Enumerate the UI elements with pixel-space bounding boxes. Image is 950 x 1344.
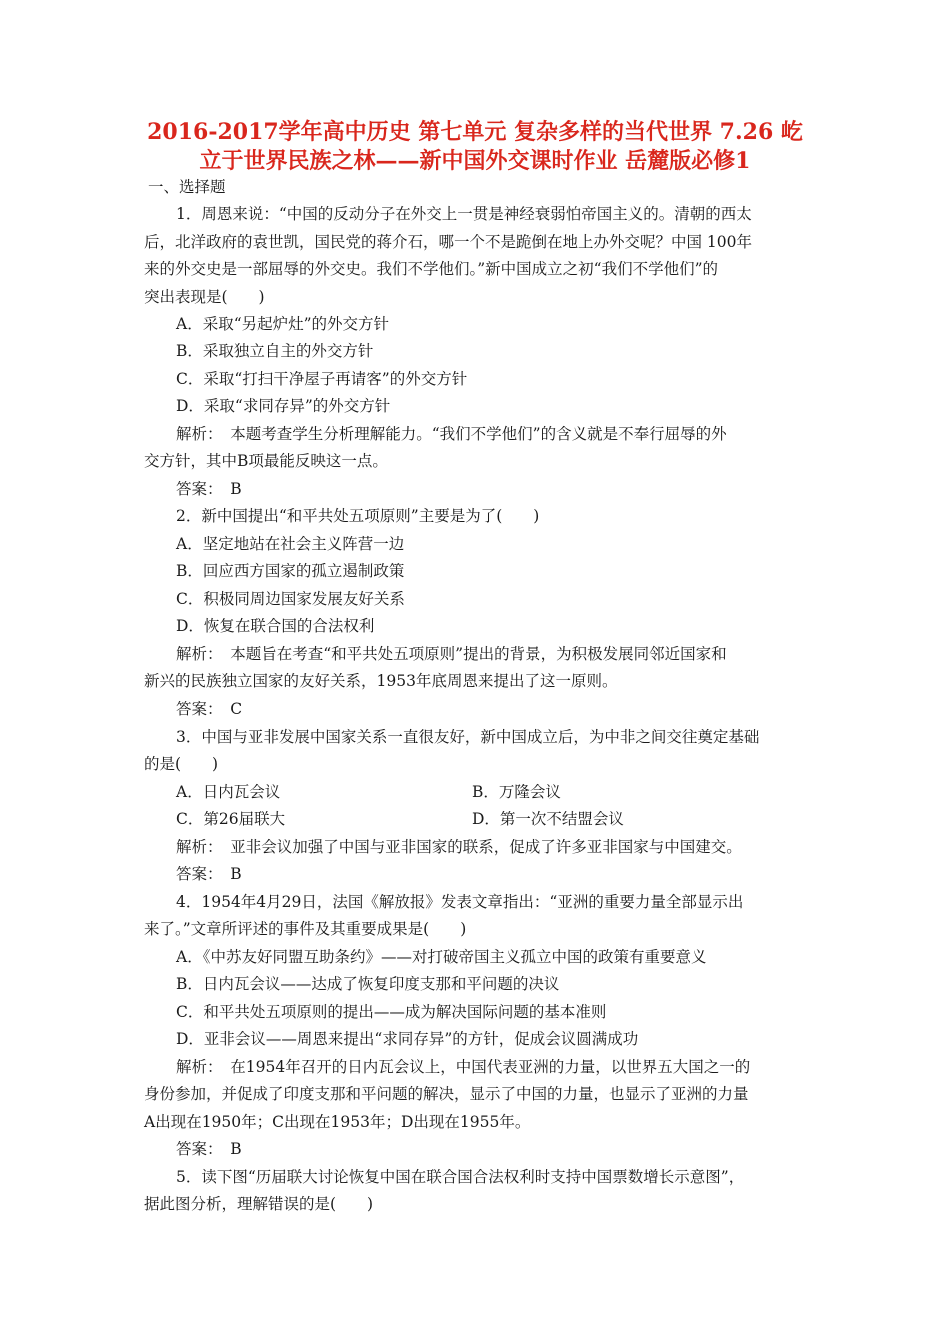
- q3-option-c: C．第26届联大: [176, 810, 286, 828]
- q2-option-b: B．回应西方国家的孤立遏制政策: [176, 562, 405, 580]
- q1-stem-line-2: 后，北洋政府的袁世凯，国民党的蒋介石，哪一个不是跪倒在地上办外交呢？中国 100年: [144, 233, 753, 251]
- q1-explanation-line-2: 交方针，其中B项最能反映这一点。: [144, 452, 388, 470]
- q4-explanation-line-2: 身份参加，并促成了印度支那和平问题的解决，显示了中国的力量，也显示了亚洲的力量: [144, 1085, 749, 1103]
- q1-option-d: D．采取“求同存异”的外交方针: [176, 397, 391, 415]
- q1-option-b: B．采取独立自主的外交方针: [176, 342, 374, 360]
- q1-explanation-line-1: 解析： 本题考查学生分析理解能力。“我们不学他们”的含义就是不奉行屈辱的外: [176, 425, 727, 443]
- q2-option-a: A．坚定地站在社会主义阵营一边: [176, 535, 405, 553]
- q4-explanation-line-3: A出现在1950年；C出现在1953年；D出现在1955年。: [144, 1113, 531, 1131]
- q3-option-a: A．日内瓦会议: [176, 783, 281, 801]
- q2-option-c: C．积极同周边国家发展友好关系: [176, 590, 405, 608]
- q3-option-b: B．万隆会议: [472, 783, 561, 801]
- q1-option-a: A．采取“另起炉灶”的外交方针: [176, 315, 390, 333]
- q3-explanation: 解析： 亚非会议加强了中国与亚非国家的联系，促成了许多亚非国家与中国建交。: [176, 838, 742, 856]
- q5-stem-line-2: 据此图分析，理解错误的是( ): [144, 1195, 374, 1213]
- q4-option-d: D．亚非会议——周恩来提出“求同存异”的方针，促成会议圆满成功: [176, 1030, 639, 1048]
- q2-explanation-line-1: 解析： 本题旨在考查“和平共处五项原则”提出的背景，为积极发展同邻近国家和: [176, 645, 727, 663]
- q1-stem-line-3: 来的外交史是一部屈辱的外交史。我们不学他们。”新中国成立之初“我们不学他们”的: [144, 260, 719, 278]
- q1-stem-line-1: 1．周恩来说：“中国的反动分子在外交上一贯是神经衰弱怕帝国主义的。清朝的西太: [176, 205, 752, 223]
- q3-stem-line-2: 的是( ): [144, 755, 219, 773]
- q1-answer: 答案： B: [176, 480, 242, 498]
- q2-explanation-line-2: 新兴的民族独立国家的友好关系，1953年底周恩来提出了这一原则。: [144, 672, 618, 690]
- q3-answer: 答案： B: [176, 865, 242, 883]
- q5-stem-line-1: 5．读下图“历届联大讨论恢复中国在联合国合法权利时支持中国票数增长示意图”，: [176, 1168, 745, 1186]
- q4-option-b: B．日内瓦会议——达成了恢复印度支那和平问题的决议: [176, 975, 560, 993]
- q4-stem-line-2: 来了。”文章所评述的事件及其重要成果是( ): [144, 920, 467, 938]
- document-title: [120, 118, 830, 176]
- q4-stem-line-1: 4．1954年4月29日，法国《解放报》发表文章指出：“亚洲的重要力量全部显示出: [176, 893, 744, 911]
- q1-stem-line-4: 突出表现是( ): [144, 288, 265, 306]
- q4-option-a: A．《中苏友好同盟互助条约》——对打破帝国主义孤立中国的政策有重要意义: [176, 948, 707, 966]
- q2-option-d: D．恢复在联合国的合法权利: [176, 617, 375, 635]
- q4-answer: 答案： B: [176, 1140, 242, 1158]
- section-heading: 一、选择题: [148, 178, 226, 196]
- q2-stem: 2．新中国提出“和平共处五项原则”主要是为了( ): [176, 507, 540, 525]
- q1-option-c: C．采取“打扫干净屋子再请客”的外交方针: [176, 370, 468, 388]
- q3-stem-line-1: 3．中国与亚非发展中国家关系一直很友好，新中国成立后，为中非之间交往奠定基础: [176, 728, 760, 746]
- q4-explanation-line-1: 解析： 在1954年召开的日内瓦会议上，中国代表亚洲的力量，以世界五大国之一的: [176, 1058, 751, 1076]
- q2-answer: 答案： C: [176, 700, 243, 718]
- q3-option-d: D．第一次不结盟会议: [472, 810, 624, 828]
- title-line-1: 2016-2017学年高中历史 第七单元 复杂多样的当代世界 7.26 屹: [147, 119, 803, 145]
- title-line-2: 立于世界民族之林——新中国外交课时作业 岳麓版必修1: [199, 148, 751, 174]
- q4-option-c: C．和平共处五项原则的提出——成为解决国际问题的基本准则: [176, 1003, 607, 1021]
